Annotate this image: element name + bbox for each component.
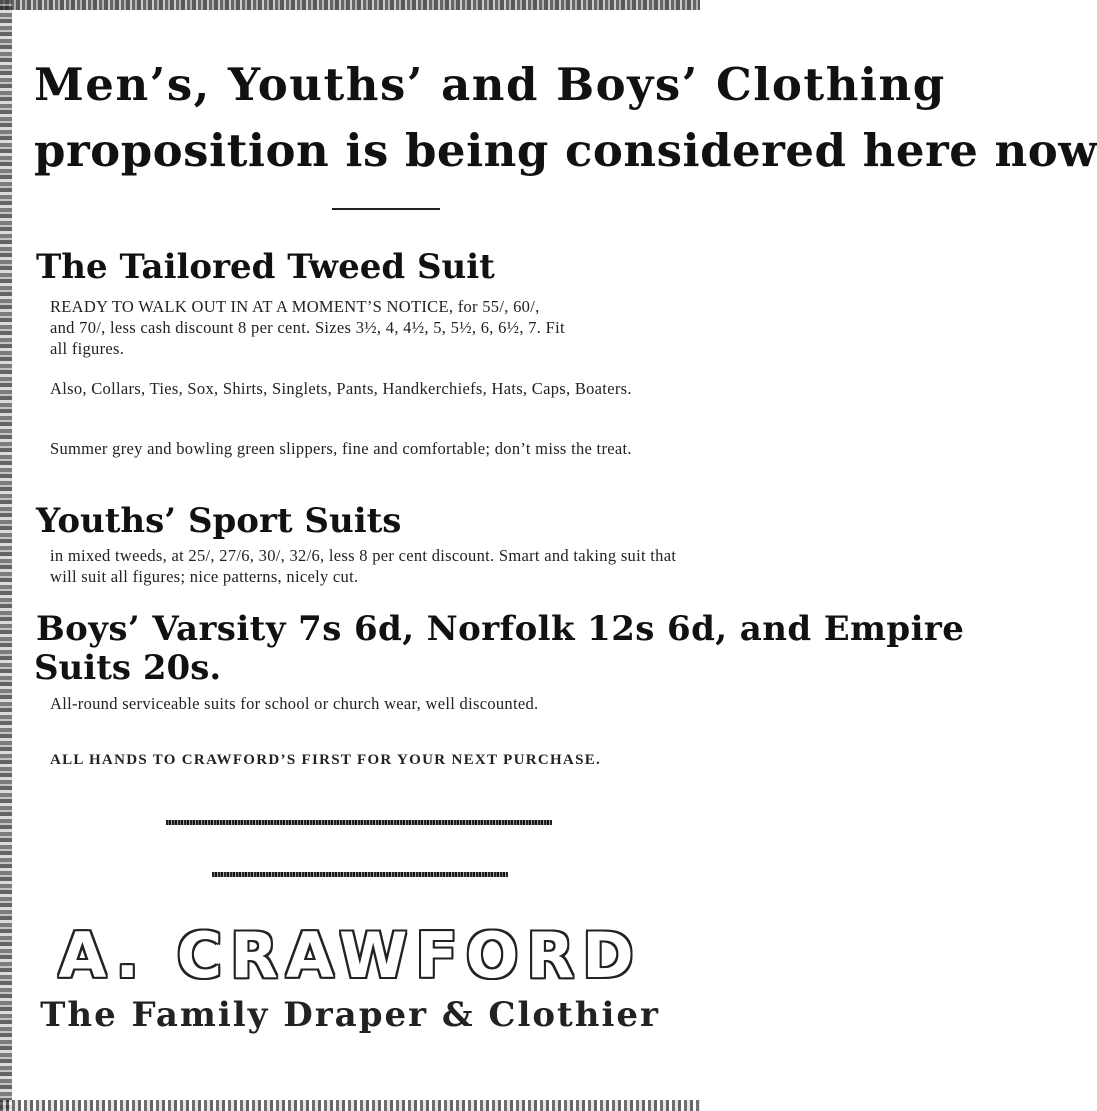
youths-sport-suits-description: in mixed tweeds, at 25/, 27/6, 30/, 32/6, less 8 per cent discount. Smart and taking suit that will suit all figures; nice patterns, nicely cut.: [50, 546, 677, 586]
headline-line-2: proposition is being considered here now: [34, 124, 1097, 177]
divider-rule: [332, 208, 440, 210]
boys-suits-heading-line-2: Suits 20s.: [34, 648, 222, 688]
tweed-line-1: READY TO WALK OUT IN AT A MOMENT’S NOTICE, for 55/, 60/,: [50, 297, 540, 316]
border-top: [0, 0, 700, 10]
youths-sport-suits-heading: Youths’ Sport Suits: [36, 501, 402, 541]
tweed-line-2: and 70/, less cash discount 8 per cent. Sizes 3½, 4, 4½, 5, 5½, 6, 6½, 7. Fit: [50, 318, 565, 337]
headline-line-1: Men’s, Youths’ and Boys’ Clothing: [34, 58, 946, 111]
slippers-text: Summer grey and bowling green slippers, fine and comfortable; don’t miss the treat.: [50, 439, 632, 458]
tweed-line-3: all figures.: [50, 339, 125, 358]
boys-suits-description: All-round serviceable suits for school or church wear, well discounted.: [50, 694, 539, 713]
call-to-action: ALL HANDS TO CRAWFORD’S FIRST FOR YOUR NEXT PURCHASE.: [50, 752, 602, 768]
ornamental-rule-2: [212, 872, 508, 877]
boys-suits-heading-line-1: Boys’ Varsity 7s 6d, Norfolk 12s 6d, and Empire: [36, 609, 965, 649]
border-bottom: [0, 1100, 700, 1111]
tweed-suit-description: [50, 296, 690, 359]
accessories-list: Also, Collars, Ties, Sox, Shirts, Singlets, Pants, Handkerchiefs, Hats, Caps, Boaters.: [50, 379, 632, 398]
ornamental-rule-1: [166, 820, 552, 825]
store-name: A. CRAWFORD: [58, 919, 642, 992]
store-tagline: The Family Draper & Clothier: [40, 995, 660, 1035]
tweed-suit-heading: The Tailored Tweed Suit: [36, 247, 495, 287]
